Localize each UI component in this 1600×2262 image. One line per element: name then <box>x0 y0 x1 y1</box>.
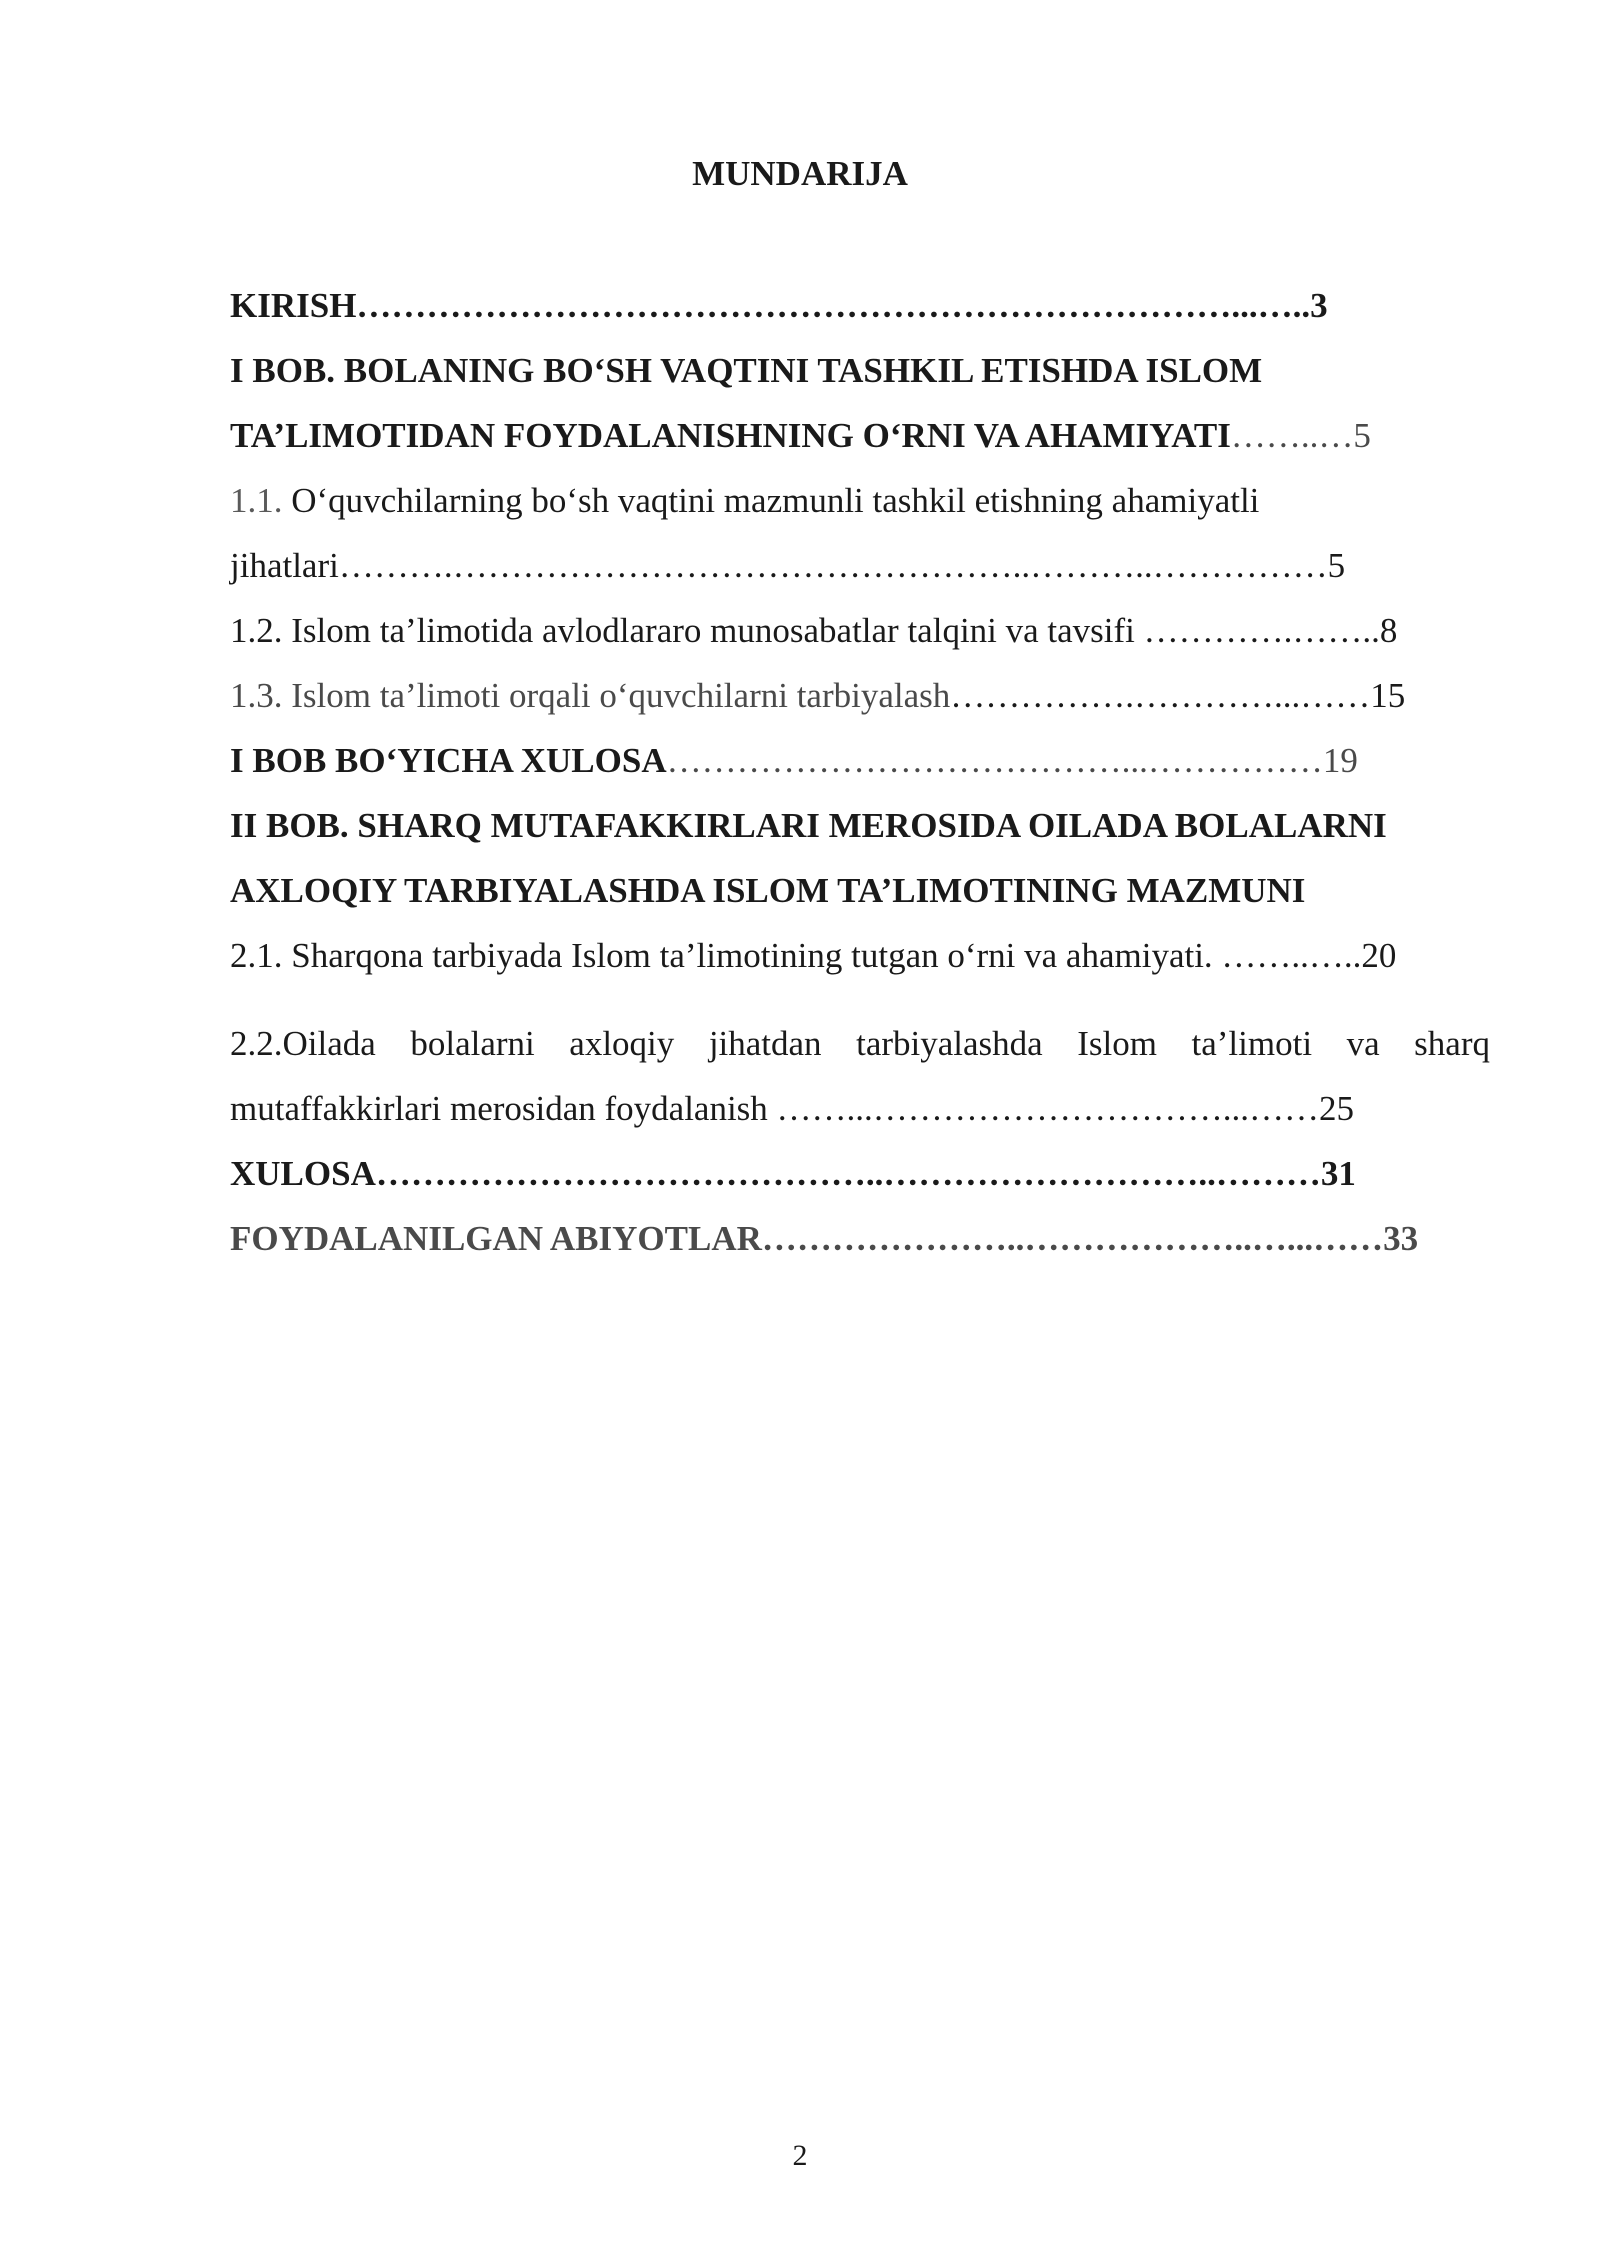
toc-chapter-1-page: ……..…5 <box>1230 416 1371 455</box>
toc-entry-kirish[interactable]: KIRISH…………………………………………………………………...…..3 <box>230 286 1328 325</box>
toc-section-1-1-line-2[interactable]: jihatlari……….…………………………………………..………..……………5 <box>230 546 1346 585</box>
toc-section-2-2-line-2[interactable]: mutaffakkirlari merosidan foydalanish ……...…………………………...……25 <box>230 1089 1355 1128</box>
toc-section-1-1-line-1[interactable] <box>230 479 1490 523</box>
toc-section-1-1-title: O‘quvchilarning bo‘sh vaqtini mazmunli tashkil etishning ahamiyatli <box>282 481 1260 520</box>
page-number: 2 <box>792 2139 808 2172</box>
toc-chapter-1-line-1[interactable]: I BOB. BOLANING BO‘SH VAQTINI TASHKIL ETISHDA ISLOM <box>230 351 1263 390</box>
toc-chapter-1-line-2[interactable] <box>230 414 1490 458</box>
toc-chapter-2-line-2[interactable]: AXLOQIY TARBIYALASHDA ISLOM TA’LIMOTINING MAZMUNI <box>230 871 1306 910</box>
page-title: MUNDARIJA <box>692 154 908 193</box>
toc-chapter-1-summary-title: I BOB BO‘YICHA XULOSA <box>230 741 667 780</box>
toc-chapter-2-line-1[interactable]: II BOB. SHARQ MUTAFAKKIRLARI MEROSIDA OILADA BOLALARNI <box>230 806 1387 845</box>
toc-section-2-1[interactable]: 2.1. Sharqona tarbiyada Islom ta’limotining tutgan o‘rni va ahamiyati. ……..…..20 <box>230 936 1397 975</box>
toc-chapter-1-title-cont: TA’LIMOTIDAN FOYDALANISHNING O‘RNI VA AHAMIYATI <box>230 416 1231 455</box>
toc-chapter-1-summary[interactable] <box>230 739 1490 783</box>
toc-section-1-3-title: 1.3. Islom ta’limoti orqali o‘quvchilarni tarbiyalash <box>230 676 951 715</box>
toc-entry-xulosa[interactable]: XULOSA……………………………………..………………………..………31 <box>230 1154 1356 1193</box>
toc-entry-adabiyotlar[interactable]: FOYDALANILGAN ABIYOTLAR…………………..………………..…...……33 <box>230 1219 1419 1258</box>
toc-section-2-2-line-1[interactable]: 2.2.Oilada bolalarni axloqiy jihatdan tarbiyalashda Islom ta’limoti va sharq <box>230 1024 1490 1063</box>
toc-chapter-1-summary-page: …………………………………...……………19 <box>666 741 1358 780</box>
toc-section-1-3[interactable] <box>230 674 1490 718</box>
toc-section-1-2[interactable]: 1.2. Islom ta’limotida avlodlararo munosabatlar talqini va tavsifi ………….……..8 <box>230 611 1398 650</box>
toc-section-1-3-page: …………….…………...……15 <box>950 676 1406 715</box>
toc-section-1-1-number: 1.1. <box>230 481 283 520</box>
